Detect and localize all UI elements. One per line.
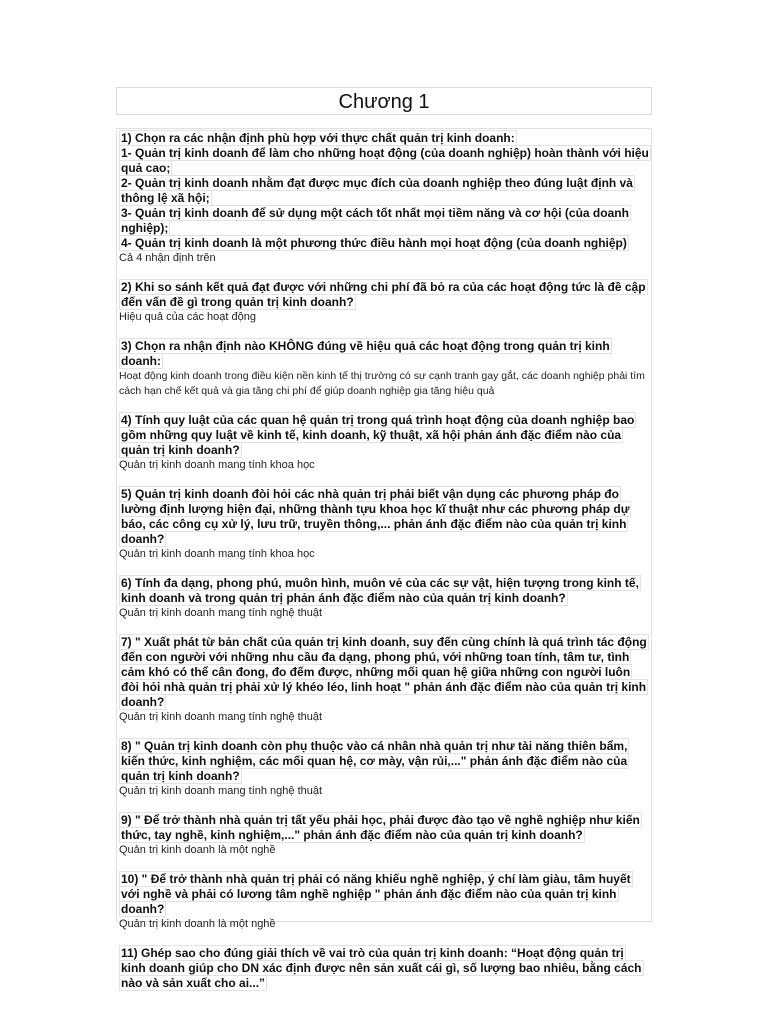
answer-9: Quản trị kinh doanh là một nghề [119,844,276,856]
question-5-text: 5) Quản trị kinh doanh đòi hỏi các nhà quản trị phải biết vận dụng các phương pháp đo lường định lượng hiện đại, những thành tựu khoa học kĩ thuật như các phương pháp dự báo, các công cụ xử lý, lưu trữ, truyền thông,... phản ánh đặc điểm nào của quản trị kinh doanh? [121,487,630,546]
question-1-line-4: 3- Quản trị kinh doanh để sử dụng một cách tốt nhất mọi tiềm năng và cơ hội (của doanh nghiệp); [121,206,629,235]
question-block-5 [119,487,649,562]
answer-1: Cả 4 nhận định trên [119,252,216,264]
question-1 [119,131,649,251]
question-block-6 [119,576,649,621]
question-block-2 [119,280,649,325]
question-5 [119,487,649,547]
question-block-3 [119,339,649,399]
question-2-text: 2) Khi so sánh kết quả đạt được với những chi phí đã bỏ ra của các hoạt động tức là đề cập đến vấn đề gì trong quản trị kinh doanh? [121,280,646,309]
question-6 [119,576,649,606]
answer-6: Quản trị kinh doanh mang tính nghệ thuật [119,607,323,619]
question-10-text: 10) " Để trở thành nhà quản trị phải có năng khiếu nghề nghiệp, ý chí làm giàu, tâm huyết với nghề và phải có lương tâm nghề nghiệp " phản ánh đặc điểm nào của quản trị kinh doanh? [121,872,631,916]
question-1-line-2: 1- Quản trị kinh doanh để làm cho những hoạt động (của doanh nghiệp) hoàn thành với hiệu quả cao; [121,146,649,175]
question-7-text: 7) " Xuất phát từ bản chất của quản trị kinh doanh, suy đến cùng chính là quá trình tác động đến con người với những nhu cầu đa dạng, phong phú, với những toan tính, tâm tư, tình cảm khó có thể cân đong, đo đếm được, những mối quan hệ giữa những con người luôn đòi hỏi nhà quản trị phải xử lý khéo léo, linh hoạt " phản ánh đặc điểm nào của quản trị kinh doanh? [121,635,647,709]
question-block-7 [119,635,649,725]
answer-10: Quản trị kinh doanh là một nghề [119,918,276,930]
answer-2: Hiệu quả của các hoạt động [119,311,256,323]
question-block-11 [119,946,649,991]
question-11 [119,946,649,991]
question-4 [119,413,649,458]
question-1-line-5: 4- Quản trị kinh doanh là một phương thức điều hành mọi hoạt động (của doanh nghiệp) [121,236,627,250]
answer-8: Quản trị kinh doanh mang tính nghệ thuật [119,785,323,797]
answer-3: Hoạt động kinh doanh trong điều kiện nền kinh tế thị trường có sự cạnh tranh gay gắt, các doanh nghiệp phải tìm cách hạn chế kết quả và gia tăng chi phí để giúp doanh nghiệp gia tăng hiệu quả [119,370,645,397]
answer-7: Quản trị kinh doanh mang tính nghệ thuật [119,711,323,723]
question-9 [119,813,649,843]
question-block-4 [119,413,649,473]
answer-4: Quản trị kinh doanh mang tính khoa học [119,459,315,471]
question-block-8 [119,739,649,799]
question-3-text: 3) Chọn ra nhận định nào KHÔNG đúng về hiệu quả các hoạt động trong quản trị kinh doanh: [121,339,610,368]
question-block-10 [119,872,649,932]
question-8-text: 8) " Quản trị kinh doanh còn phụ thuộc vào cá nhân nhà quản trị như tài năng thiên bẩm, kiến thức, kinh nghiệm, các mối quan hệ, cơ mày, vận rủi,..." phản ánh đặc điểm nào của quản trị kinh doanh? [121,739,628,783]
question-10 [119,872,649,917]
question-3 [119,339,649,369]
question-7 [119,635,649,710]
chapter-title-box [116,87,652,115]
questions-container [116,128,652,990]
question-block-1 [119,131,649,266]
question-1-line-3: 2- Quản trị kinh doanh nhằm đạt được mục đích của doanh nghiệp theo đúng luật định và thông lệ xã hội; [121,176,633,205]
question-2 [119,280,649,310]
question-9-text: 9) " Để trở thành nhà quản trị tất yếu phải học, phải được đào tạo về nghề nghiệp như kiến thức, tay nghề, kinh nghiệm,..." phản ánh đặc điểm nào của quản trị kinh doanh? [121,813,640,842]
question-block-9 [119,813,649,858]
chapter-title: Chương 1 [338,91,430,113]
answer-5: Quản trị kinh doanh mang tính khoa học [119,548,315,560]
question-11-text: 11) Ghép sao cho đúng giải thích về vai trò của quản trị kinh doanh: “Hoạt động quản trị kinh doanh giúp cho DN xác định được nên sản xuất cái gì, số lượng bao nhiêu, bằng cách nào và sản xuất cho ai...” [121,946,642,990]
question-4-text: 4) Tính quy luật của các quan hệ quản trị trong quá trình hoạt động của doanh nghiệp bao gồm những quy luật về kinh tế, kinh doanh, kỹ thuật, xã hội phản ánh đặc điểm nào của quản trị kinh doanh? [121,413,635,457]
question-6-text: 6) Tính đa dạng, phong phú, muôn hình, muôn vẻ của các sự vật, hiện tượng trong kinh tế, kinh doanh và trong quản trị phản ánh đặc điểm nào của quản trị kinh doanh? [121,576,639,605]
question-1-line-1: 1) Chọn ra các nhận định phù hợp với thực chất quản trị kinh doanh: [121,131,515,145]
question-8 [119,739,649,784]
